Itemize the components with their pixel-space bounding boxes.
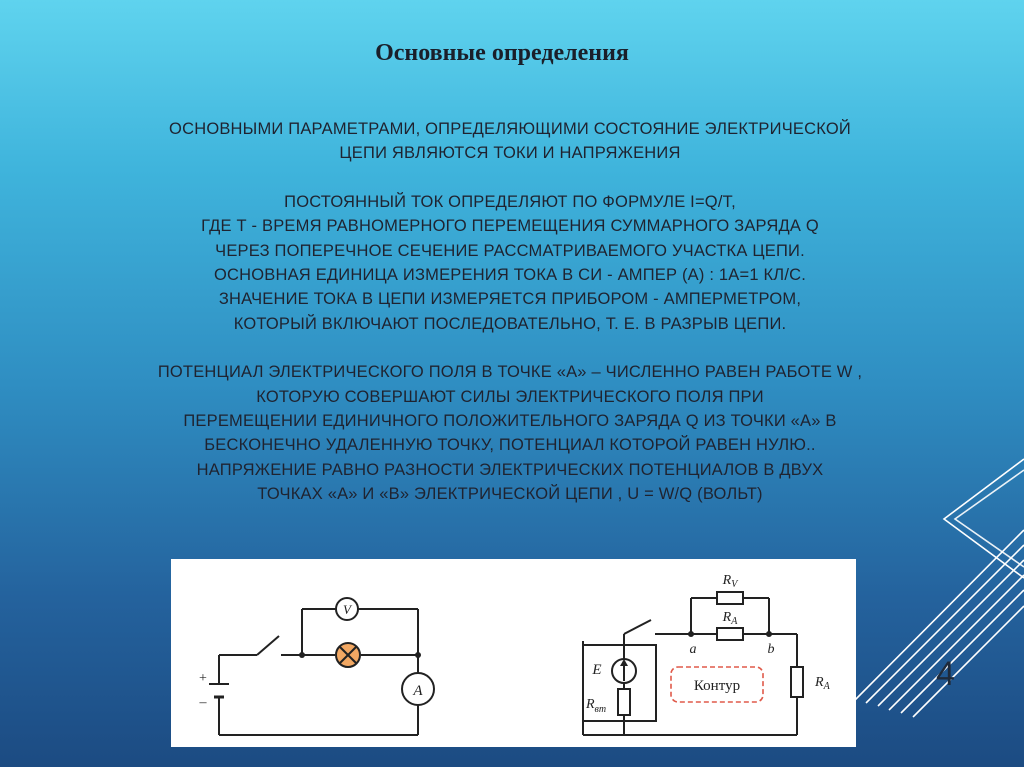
body-line: БЕСКОНЕЧНО УДАЛЕННУЮ ТОЧКУ, ПОТЕНЦИАЛ КОТОРОЙ РАВЕН НУЛЮ..: [204, 436, 816, 455]
circuit-left: [209, 609, 418, 735]
resistor-ra-right: [791, 667, 803, 697]
slide-title: Основные определения: [375, 40, 629, 66]
body-line: КОТОРЫЙ ВКЛЮЧАЮТ ПОСЛЕДОВАТЕЛЬНО, Т. Е. В РАЗРЫВ ЦЕПИ.: [233, 314, 787, 333]
resistor-ra-top-label: $R_A$: [722, 610, 738, 627]
circuit-figure: [171, 559, 856, 747]
body-line: ЦЕПИ ЯВЛЯЮТСЯ ТОКИ И НАПРЯЖЕНИЯ: [339, 144, 681, 163]
voltmeter-label: V: [343, 602, 351, 617]
battery-minus: –: [199, 695, 207, 710]
body-line: ПОСТОЯННЫЙ ТОК ОПРЕДЕЛЯЮТ ПО ФОРМУЛЕ I=Q/T,: [284, 192, 736, 211]
internal-resistor: [618, 689, 630, 715]
body-line: ПОТЕНЦИАЛ ЭЛЕКТРИЧЕСКОГО ПОЛЯ В ТОЧКЕ «А» – ЧИСЛЕННО РАВЕН РАБОТЕ W ,: [157, 363, 863, 382]
lamp-icon: [336, 643, 360, 667]
battery-plus: +: [199, 671, 207, 686]
ammeter-label: A: [413, 683, 423, 699]
body-line: ГДЕ Т - ВРЕМЯ РАВНОМЕРНОГО ПЕРЕМЕЩЕНИЯ СУММАРНОГО ЗАРЯДА Q: [201, 217, 819, 236]
node-b-label: b: [767, 642, 775, 657]
node-a-label: a: [689, 642, 697, 657]
body-line: ЗНАЧЕНИЕ ТОКА В ЦЕПИ ИЗМЕРЯЕТСЯ ПРИБОРОМ - АМПЕРМЕТРОМ,: [218, 290, 802, 309]
body-line: НАПРЯЖЕНИЕ РАВНО РАЗНОСТИ ЭЛЕКТРИЧЕСКИХ ПОТЕНЦИАЛОВ В ДВУХ: [196, 460, 824, 479]
resistor-ra-right-label: $R_A$: [815, 675, 830, 692]
emf-label: E: [592, 662, 602, 678]
resistor-ra-top: [717, 628, 743, 640]
loop-label: Контур: [693, 678, 741, 694]
body-line: КОТОРУЮ СОВЕРШАЮТ СИЛЫ ЭЛЕКТРИЧЕСКОГО ПОЛЯ ПРИ: [256, 387, 764, 406]
resistor-rv: [717, 592, 743, 604]
body-line: ПЕРЕМЕЩЕНИИ ЕДИНИЧНОГО ПОЛОЖИТЕЛЬНОГО ЗАРЯДА Q ИЗ ТОЧКИ «А» В: [183, 412, 837, 431]
body-line: ОСНОВНАЯ ЕДИНИЦА ИЗМЕРЕНИЯ ТОКА В СИ - АМПЕР (А) : 1А=1 КЛ/С.: [213, 266, 807, 285]
page-number: 4: [936, 655, 955, 693]
body-line: ТОЧКАХ «А» И «В» ЭЛЕКТРИЧЕСКОЙ ЦЕПИ , U = W/Q (ВОЛЬТ): [257, 485, 763, 504]
internal-resistance-label: $R_{вт}$: [585, 697, 607, 715]
body-line: ОСНОВНЫМИ ПАРАМЕТРАМИ, ОПРЕДЕЛЯЮЩИМИ СОСТОЯНИЕ ЭЛЕКТРИЧЕСКОЙ: [169, 120, 851, 138]
slide-body: [60, 117, 960, 507]
body-line: ЧЕРЕЗ ПОПЕРЕЧНОЕ СЕЧЕНИЕ РАССМАТРИВАЕМОГО УЧАСТКА ЦЕПИ.: [215, 241, 805, 260]
resistor-rv-label: $R_V$: [722, 573, 738, 590]
